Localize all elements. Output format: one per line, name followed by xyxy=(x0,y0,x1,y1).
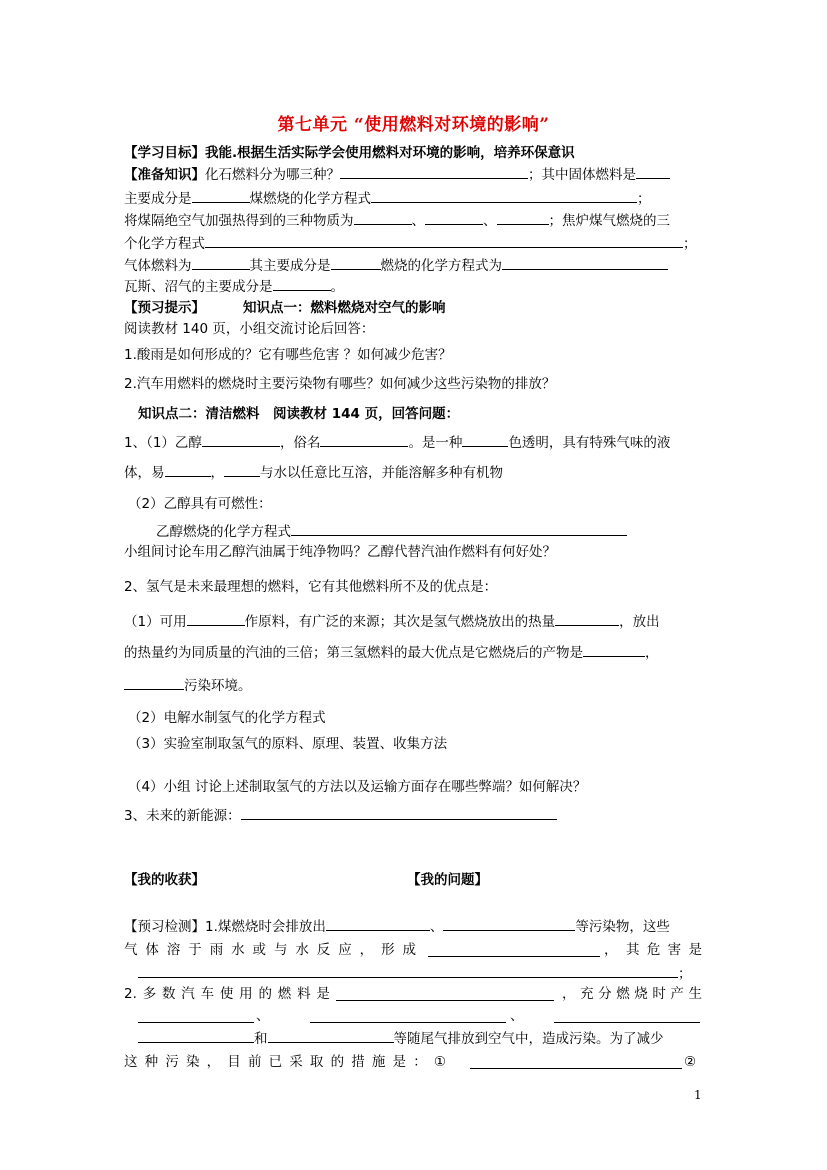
answer-blank[interactable] xyxy=(497,211,549,225)
justified-char: 污 xyxy=(165,1054,179,1070)
prep-text: 煤燃烧的化学方程式 xyxy=(249,191,371,207)
prep-line-1 xyxy=(124,165,670,184)
answer-blank[interactable] xyxy=(320,433,408,447)
justified-char: 水 xyxy=(231,942,245,958)
ethanol-text: 乙醇燃烧的化学方程式 xyxy=(156,524,291,540)
prep-text: 瓦斯、沼气的主要成分是 xyxy=(124,279,273,295)
prep-line-3 xyxy=(124,211,670,230)
prep-text: ； xyxy=(683,236,697,252)
justified-char: 使 xyxy=(219,986,234,1002)
hydrogen-text: 污染环境。 xyxy=(184,678,252,694)
justified-char: 应 xyxy=(338,942,352,958)
question-car-pollutants: 2.汽车用燃料的燃烧时主要污染物有哪些？如何减少这些污染物的排放？ xyxy=(124,376,556,392)
justified-char: 水 xyxy=(295,942,309,958)
answer-blank[interactable] xyxy=(241,806,557,820)
justified-char: 其 xyxy=(626,942,640,958)
check-line-3 xyxy=(138,964,692,983)
justified-text xyxy=(124,1053,446,1071)
ethanol-line-1 xyxy=(124,433,670,452)
justified-char: 反 xyxy=(316,942,331,958)
justified-char: 燃 xyxy=(616,986,630,1002)
justified-char: 用 xyxy=(239,986,253,1002)
check-text: 、 xyxy=(510,1008,524,1024)
hydrogen-text: 作原料，有广泛的来源；其次是氢气燃烧放出的热量 xyxy=(244,614,556,630)
prep-line-6 xyxy=(124,277,344,296)
justified-char: 的 xyxy=(330,1054,345,1070)
justified-char: 形 xyxy=(381,942,395,958)
knowledge-point-2: 知识点二：清洁燃料 阅读教材 144 页，回答问题： xyxy=(138,406,460,422)
justified-text xyxy=(124,985,330,1003)
prep-text: ； xyxy=(637,191,651,207)
justified-char: 数 xyxy=(161,986,176,1002)
ethanol-text: 与水以任意比互溶，并能溶解多种有机物 xyxy=(260,465,503,481)
hydrogen-text: 3、未来的新能源： xyxy=(124,808,241,824)
justified-char: 气 xyxy=(124,942,138,958)
hydrogen-line-1 xyxy=(124,612,660,631)
prep-text: 个化学方程式 xyxy=(124,236,205,252)
justified-char: 生 xyxy=(688,986,702,1002)
prep-text: 、 xyxy=(411,213,425,229)
justified-char: 充 xyxy=(580,986,594,1002)
justified-char: 是 xyxy=(316,986,330,1002)
justified-char: 前 xyxy=(247,1054,262,1070)
page-number: 1 xyxy=(694,1088,702,1102)
justified-char: 溶 xyxy=(166,942,181,958)
justified-char: 成 xyxy=(402,942,416,958)
hydrogen-text: （1）可用 xyxy=(124,614,187,630)
justified-char: 产 xyxy=(670,986,684,1002)
prep-line-2 xyxy=(124,189,651,208)
new-energy-line xyxy=(124,806,557,825)
my-gains-label: 【我的收获】 xyxy=(124,872,205,888)
knowledge-point-1: 知识点一：燃料燃烧对空气的影响 xyxy=(243,300,446,316)
answer-blank[interactable] xyxy=(443,917,575,931)
justified-char: 烧 xyxy=(634,986,648,1002)
justified-text xyxy=(562,985,702,1003)
check-text: 、 xyxy=(256,1008,270,1024)
justified-char: 措 xyxy=(351,1054,365,1070)
justified-char: 分 xyxy=(598,986,612,1002)
justified-char: ： xyxy=(413,1054,427,1070)
justified-char: 种 xyxy=(144,1054,159,1070)
answer-blank[interactable] xyxy=(502,256,668,270)
check-text: 1.煤燃烧时会排放出 xyxy=(205,919,326,935)
prep-label: 【准备知识】 xyxy=(124,167,205,183)
page-title: 第七单元 “使用燃料对环境的影响” xyxy=(277,115,550,135)
answer-blank[interactable] xyxy=(138,1029,254,1043)
justified-char: 害 xyxy=(667,942,682,958)
justified-char: 时 xyxy=(652,986,666,1002)
check-text: 等污染物，这些 xyxy=(575,919,670,935)
hydrogen-line-2 xyxy=(124,643,659,662)
ethanol-equation-line xyxy=(156,522,627,541)
justified-char: 料 xyxy=(297,986,311,1002)
justified-char: 已 xyxy=(268,1054,283,1070)
answer-blank[interactable] xyxy=(371,189,637,203)
ethanol-text: 体，易 xyxy=(124,465,165,481)
justified-char: 体 xyxy=(145,942,159,958)
ethanol-text: ， xyxy=(210,465,224,481)
justified-char: ， xyxy=(562,986,576,1002)
prep-line-4 xyxy=(124,234,697,253)
prep-text: 。 xyxy=(330,279,344,295)
answer-blank[interactable] xyxy=(554,1009,700,1023)
justified-char: 于 xyxy=(188,942,202,958)
hydrogen-electrolysis: （2）电解水制氢气的化学方程式 xyxy=(128,710,326,726)
answer-blank[interactable] xyxy=(205,234,683,248)
answer-blank[interactable] xyxy=(192,189,250,203)
answer-blank[interactable] xyxy=(310,1009,506,1023)
justified-char: 这 xyxy=(124,1054,138,1070)
justified-char: 多 xyxy=(142,986,157,1002)
hydrogen-text: 的热量约为同质量的汽油的三倍；第三氢燃料的最大优点是它燃烧后的产物是 xyxy=(124,645,583,661)
justified-char: 雨 xyxy=(209,942,224,958)
prep-text: 将煤隔绝空气加强热得到的三种物质为 xyxy=(124,213,354,229)
answer-blank[interactable] xyxy=(340,165,528,179)
check-text: ② xyxy=(684,1054,697,1070)
justified-char: 与 xyxy=(273,942,288,958)
answer-blank[interactable] xyxy=(470,1055,682,1069)
check-text: 等随尾气排放到空气中，造成污染。为了减少 xyxy=(393,1031,664,1047)
answer-blank[interactable] xyxy=(192,256,250,270)
answer-blank[interactable] xyxy=(138,964,678,978)
prep-text: 气体燃料为 xyxy=(124,258,192,274)
answer-blank[interactable] xyxy=(425,211,483,225)
ethanol-text: 色透明，具有特殊气味的液 xyxy=(508,435,671,451)
learning-goal xyxy=(124,144,575,162)
ethanol-combustible: （2）乙醇具有可燃性： xyxy=(128,496,272,512)
answer-blank[interactable] xyxy=(273,277,331,291)
check-text: 和 xyxy=(254,1031,268,1047)
justified-char: 目 xyxy=(227,1054,241,1070)
check-text: ， xyxy=(604,942,618,958)
prep-text: 、 xyxy=(483,213,497,229)
prep-text: ；其中固体燃料是 xyxy=(528,167,636,183)
question-acid-rain: 1.酸雨是如何形成的？它有哪些危害 ？如何减少危害？ xyxy=(124,347,452,363)
answer-blank[interactable] xyxy=(291,522,627,536)
answer-blank[interactable] xyxy=(583,643,645,657)
justified-char: 染 xyxy=(185,1054,200,1070)
answer-blank[interactable] xyxy=(165,463,211,477)
hydrogen-intro: 2、氢气是未来最理想的燃料，它有其他燃料所不及的优点是： xyxy=(124,579,498,595)
prep-text: 主要成分是 xyxy=(124,191,192,207)
hydrogen-line-3 xyxy=(124,676,252,695)
read-instruction-1: 阅读教材 140 页，小组交流讨论后回答： xyxy=(124,321,375,337)
check-text: 、 xyxy=(429,919,444,935)
answer-blank[interactable] xyxy=(268,1029,394,1043)
answer-blank[interactable] xyxy=(224,463,260,477)
prep-line-5 xyxy=(124,256,668,275)
prep-text: 化石燃料分为哪三种？ xyxy=(205,167,340,183)
answer-blank[interactable] xyxy=(326,917,430,931)
justified-char: 施 xyxy=(371,1054,386,1070)
goal-label: 【学习目标】 xyxy=(124,145,205,161)
answer-blank[interactable] xyxy=(636,165,670,179)
answer-blank[interactable] xyxy=(462,433,508,447)
justified-char: 采 xyxy=(289,1054,303,1070)
preview-label: 【预习提示】 xyxy=(124,300,205,316)
justified-char: 是 xyxy=(688,942,702,958)
goal-text: 我能.根据生活实际学会使用燃料对环境的影响，培养环保意识 xyxy=(205,145,575,161)
ethanol-discussion: 小组间讨论车用乙醇汽油属于纯净物吗？乙醇代替汽油作燃料有何好处？ xyxy=(124,544,556,560)
prep-text: 燃烧的化学方程式为 xyxy=(380,258,502,274)
hydrogen-text: ，放出 xyxy=(619,614,660,630)
prep-text: ；焦炉煤气燃烧的三 xyxy=(548,213,670,229)
answer-blank[interactable] xyxy=(202,433,280,447)
justified-char: ① xyxy=(433,1054,446,1070)
answer-blank[interactable] xyxy=(428,943,600,957)
justified-text xyxy=(124,941,416,959)
ethanol-line-2 xyxy=(124,463,503,482)
answer-blank[interactable] xyxy=(124,676,184,690)
justified-char: ， xyxy=(206,1054,221,1070)
answer-blank[interactable] xyxy=(138,1009,254,1023)
hydrogen-lab-prep: （3）实验室制取氢气的原料、原理、装置、收集方法 xyxy=(128,736,448,752)
justified-char: 或 xyxy=(252,942,267,958)
justified-char: 燃 xyxy=(277,986,292,1002)
prep-text: 其主要成分是 xyxy=(249,258,331,274)
justified-char: 危 xyxy=(646,942,661,958)
ethanol-text: 1、（1）乙醇 xyxy=(124,435,202,451)
answer-blank[interactable] xyxy=(187,612,245,626)
hydrogen-discussion: （4）小组 讨论上述制取氢气的方法以及运输方面存在哪些弊端？如何解决？ xyxy=(128,779,587,795)
check-label: 【预习检测】 xyxy=(124,919,205,935)
hydrogen-text: ， xyxy=(645,645,659,661)
check-text: ； xyxy=(678,966,692,982)
my-questions-label: 【我的问题】 xyxy=(407,872,488,888)
answer-blank[interactable] xyxy=(331,256,381,270)
preview-header xyxy=(124,299,446,317)
ethanol-text: ，俗名 xyxy=(279,435,321,451)
justified-char: ， xyxy=(359,942,374,958)
justified-text xyxy=(626,941,702,959)
justified-char: 是 xyxy=(392,1054,407,1070)
answer-blank[interactable] xyxy=(555,612,619,626)
check-line-1 xyxy=(124,917,670,936)
justified-char: 的 xyxy=(258,986,272,1002)
check-line-6 xyxy=(138,1029,664,1048)
justified-char: 车 xyxy=(200,986,215,1002)
justified-char: 2. xyxy=(124,986,137,1002)
justified-char: 汽 xyxy=(181,986,195,1002)
answer-blank[interactable] xyxy=(354,211,412,225)
answer-blank[interactable] xyxy=(336,987,554,1001)
ethanol-text: 。是一种 xyxy=(408,435,463,451)
justified-char: 取 xyxy=(309,1054,324,1070)
